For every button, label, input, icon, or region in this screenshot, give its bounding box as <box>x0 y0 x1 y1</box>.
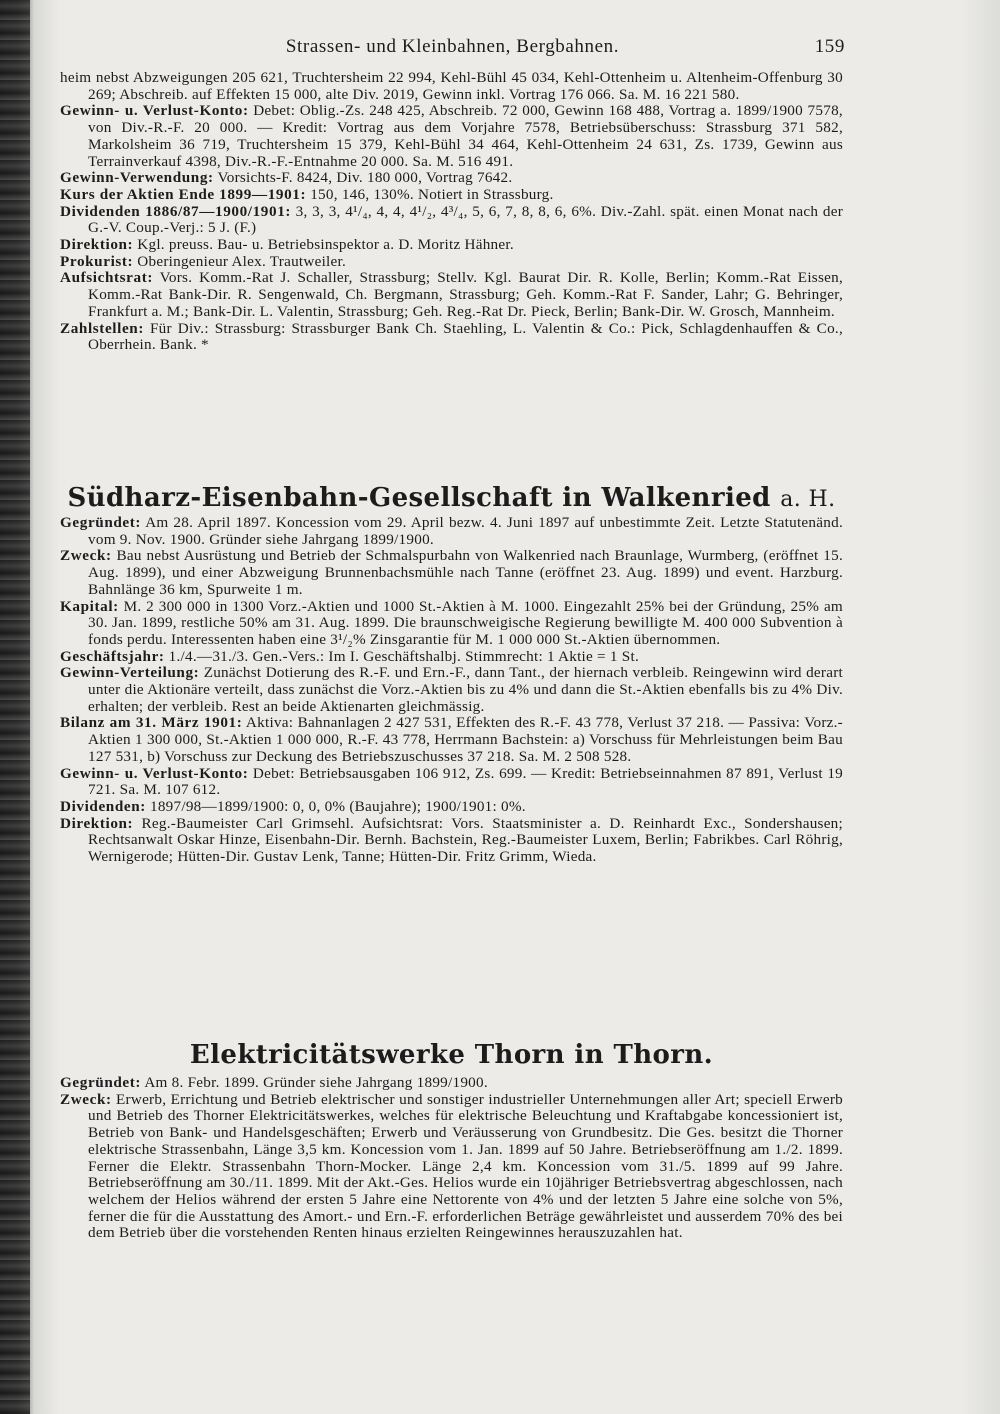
section-strassburg-continued <box>60 70 843 450</box>
paragraph: Zahlstellen: Für Div.: Strassburg: Strassburger Bank Ch. Staehling, L. Valentin & Co.: Pick, Schlagdenhauffen & Co., Oberrhein. Bank. * <box>60 319 844 354</box>
company-heading: Elektricitätswerke Thorn in Thorn. <box>189 1040 714 1070</box>
paragraph: Zweck: Erwerb, Errichtung und Betrieb elektrischer und sonstiger industrieller Unternehmungen aller Art; speciell Erwerb und Betrieb des Thorner Elektricitätswerkes, welches für elektrische Beleuchtung und Kraftabgabe koncessioniert ist, Betrieb von Bank- und Handelsgeschäften; Erwerb und Veräusserung von Grundbesitz. Die Ges. besitzt die Thorner elektrische Strassenbahn, Länge 3,5 km. Koncession vom 1. Jan. 1899 auf 50 Jahre. Betriebseröffnung am 1./2. 1899. Ferner die Elektr. Strassenbahn Thorn-Mocker. Länge 2,4 km. Koncession vom 31./5. 1899 auf 99 Jahre. Betriebseröffnung am 30./11. 1899. Mit der Akt.-Ges. Helios wurde ein 10jähriger Betriebsvertrag abgeschlossen, nach welchem der Helios während der ersten 5 Jahre eine Nettorente von 4% und der letzten 5 Jahre eine solche von 5%, ferner die für die Ausstattung des Amort.- und Ern.-F. erforderlichen Beträge gewährleistet und ausserdem 70% des bei dem Betrieb über die vorstehenden Renten hinaus erzielten Reingewinnes herauszuzahlen hat. <box>60 1090 844 1242</box>
paragraph: Bilanz am 31. März 1901: Aktiva: Bahnanlagen 2 427 531, Effekten des R.-F. 43 778, Verlust 37 218. — Passiva: Vorz.-Aktien 1 300 000, St.-Aktien 1 000 000, R.-F. 43 778, Herrmann Bachstein: a) Vorschuss für Mehrleistungen beim Bau 127 531, b) Vorschuss zur Deckung des Betriebszuschusses 37 218. Sa. M. 2 508 528. <box>60 714 843 765</box>
paragraph: heim nebst Abzweigungen 205 621, Truchtersheim 22 994, Kehl-Bühl 45 034, Kehl-Ottenheim u. Altenheim-Offenburg 30 269; Abschreib. auf Effekten 15 000, alte Div. 2019, Gewinn inkl. Vortrag 176 066. Sa. M. 16 221 580. <box>60 69 843 103</box>
paragraph: Direktion: Reg.-Baumeister Carl Grimsehl. Aufsichtsrat: Vors. Staatsminister a. D. Reinhardt Exc., Sondershausen; Rechtsanwalt Oskar Hinze, Eisenbahn-Dir. Bernh. Bachstein, Reg.-Baumeister Luxem, Berlin; Fabrikbes. Carl Röhrig, Wernigerode; Hütten-Dir. Gustav Lenk, Tanne; Hütten-Dir. Fritz Grimm, Wieda. <box>60 814 843 866</box>
company-heading: Südharz-Eisenbahn-Gesellschaft in Walkenried a. H. <box>67 483 836 513</box>
paragraph: Kurs der Aktien Ende 1899—1901: 150, 146, 130%. Notiert in Strassburg. <box>60 185 554 203</box>
paragraph: Dividenden: 1897/98—1899/1900: 0, 0, 0% (Baujahre); 1900/1901: 0%. <box>60 797 526 815</box>
paragraph: Kapital: M. 2 300 000 in 1300 Vorz.-Aktien und 1000 St.-Aktien à M. 1000. Eingezahlt 25% bei der Gründung, 25% am 30. Jan. 1899, restliche 50% am 31. Aug. 1899. Die braunschweigische Regierung bewilligte M. 400 000 Subvention à fonds perdu. Interessenten haben eine 3¹/₂% Zinsgarantie für M. 1 000 000 St.-Aktien übernommen. <box>60 597 843 648</box>
paragraph: Gewinn- u. Verlust-Konto: Debet: Oblig.-Zs. 248 425, Abschreib. 72 000, Gewinn 168 488, Vortrag a. 1899/1900 7578, von Div.-R.-F. 20 000. — Kredit: Vortrag aus dem Vorjahre 7578, Betriebsüberschuss: Strassburg 371 582, Markolsheim 36 719, Truchtersheim 15 379, Kehl-Bühl 34 464, Kehl-Ottenheim 24 631, Zs. 1739, Gewinn aus Terrainverkauf 4398, Div.-R.-F.-Entnahme 20 000. Sa. M. 516 491. <box>60 102 843 170</box>
paragraph: Dividenden 1886/87—1900/1901: 3, 3, 3, 4¹/₄, 4, 4, 4¹/₂, 4³/₄, 5, 6, 7, 8, 8, 6, 6%. Div.-Zahl. spät. einen Monat nach der G.-V. Coup.-Verj.: 5 J. (F.) <box>60 202 843 237</box>
paragraph: Geschäftsjahr: 1./4.—31./3. Gen.-Vers.: Im I. Geschäftshalbj. Stimmrecht: 1 Aktie = 1 St. <box>60 647 640 665</box>
page-number: 159 <box>814 36 845 57</box>
binding-edge <box>0 0 30 1414</box>
page-header <box>60 36 845 60</box>
section-elektricitaetswerke-thorn <box>60 1075 843 1345</box>
paragraph: Gewinn- u. Verlust-Konto: Debet: Betriebsausgaben 106 912, Zs. 699. — Kredit: Betriebseinnahmen 87 891, Verlust 19 721. Sa. M. 107 612. <box>60 764 844 799</box>
paragraph: Zweck: Bau nebst Ausrüstung und Betrieb der Schmalspurbahn von Walkenried nach Braunlage, Wurmberg, (eröffnet 15. Aug. 1899), und einer Abzweigung Brunnenbachsmühle nach Tanne (eröffnet 23. Aug. 1899) und event. Harzburg. Bahnlänge 36 km, Spurweite 1 m. <box>60 547 844 598</box>
paragraph: Prokurist: Oberingenieur Alex. Trautweiler. <box>60 252 347 270</box>
paragraph: Gewinn-Verteilung: Zunächst Dotierung des R.-F. und Ern.-F., dann Tant., der hiernach verbleib. Reingewinn wird derart unter die Aktionäre verteilt, dass zunächst die Vorz.-Aktien bis zu 4% und dann die St.-Aktien ebenfalls bis zu 4% Div. erhalten; der verbleib. Rest an beide Aktienarten gleichmässig. <box>60 664 843 715</box>
paragraph: Gegründet: Am 28. April 1897. Koncession vom 29. April bezw. 4. Juni 1897 auf unbestimmte Zeit. Letzte Statutenänd. vom 9. Nov. 1900. Gründer siehe Jahrgang 1899/1900. <box>60 514 843 548</box>
paragraph: Aufsichtsrat: Vors. Komm.-Rat J. Schaller, Strassburg; Stellv. Kgl. Baurat Dir. R. Kolle, Berlin; Komm.-Rat Eissen, Komm.-Rat Bank-Dir. R. Sengenwald, Ch. Bergmann, Strassburg; Geh. Komm.-Rat F. Sander, Lahr; G. Behringer, Frankfurt a. M.; Bank-Dir. L. Valentin, Strassburg; Geh. Reg.-Rat Dr. Pieck, Berlin; Bank-Dir. W. Grosch, Mannheim. <box>60 269 843 320</box>
paragraph: Direktion: Kgl. preuss. Bau- u. Betriebsinspektor a. D. Moritz Hähner. <box>60 236 514 254</box>
running-title: Strassen- und Kleinbahnen, Bergbahnen. <box>285 36 620 57</box>
section-suedharz-eisenbahn <box>60 515 843 1020</box>
paragraph: Gewinn-Verwendung: Vorsichts-F. 8424, Div. 180 000, Vortrag 7642. <box>60 169 513 187</box>
paragraph: Gegründet: Am 8. Febr. 1899. Gründer siehe Jahrgang 1899/1900. <box>60 1074 488 1091</box>
